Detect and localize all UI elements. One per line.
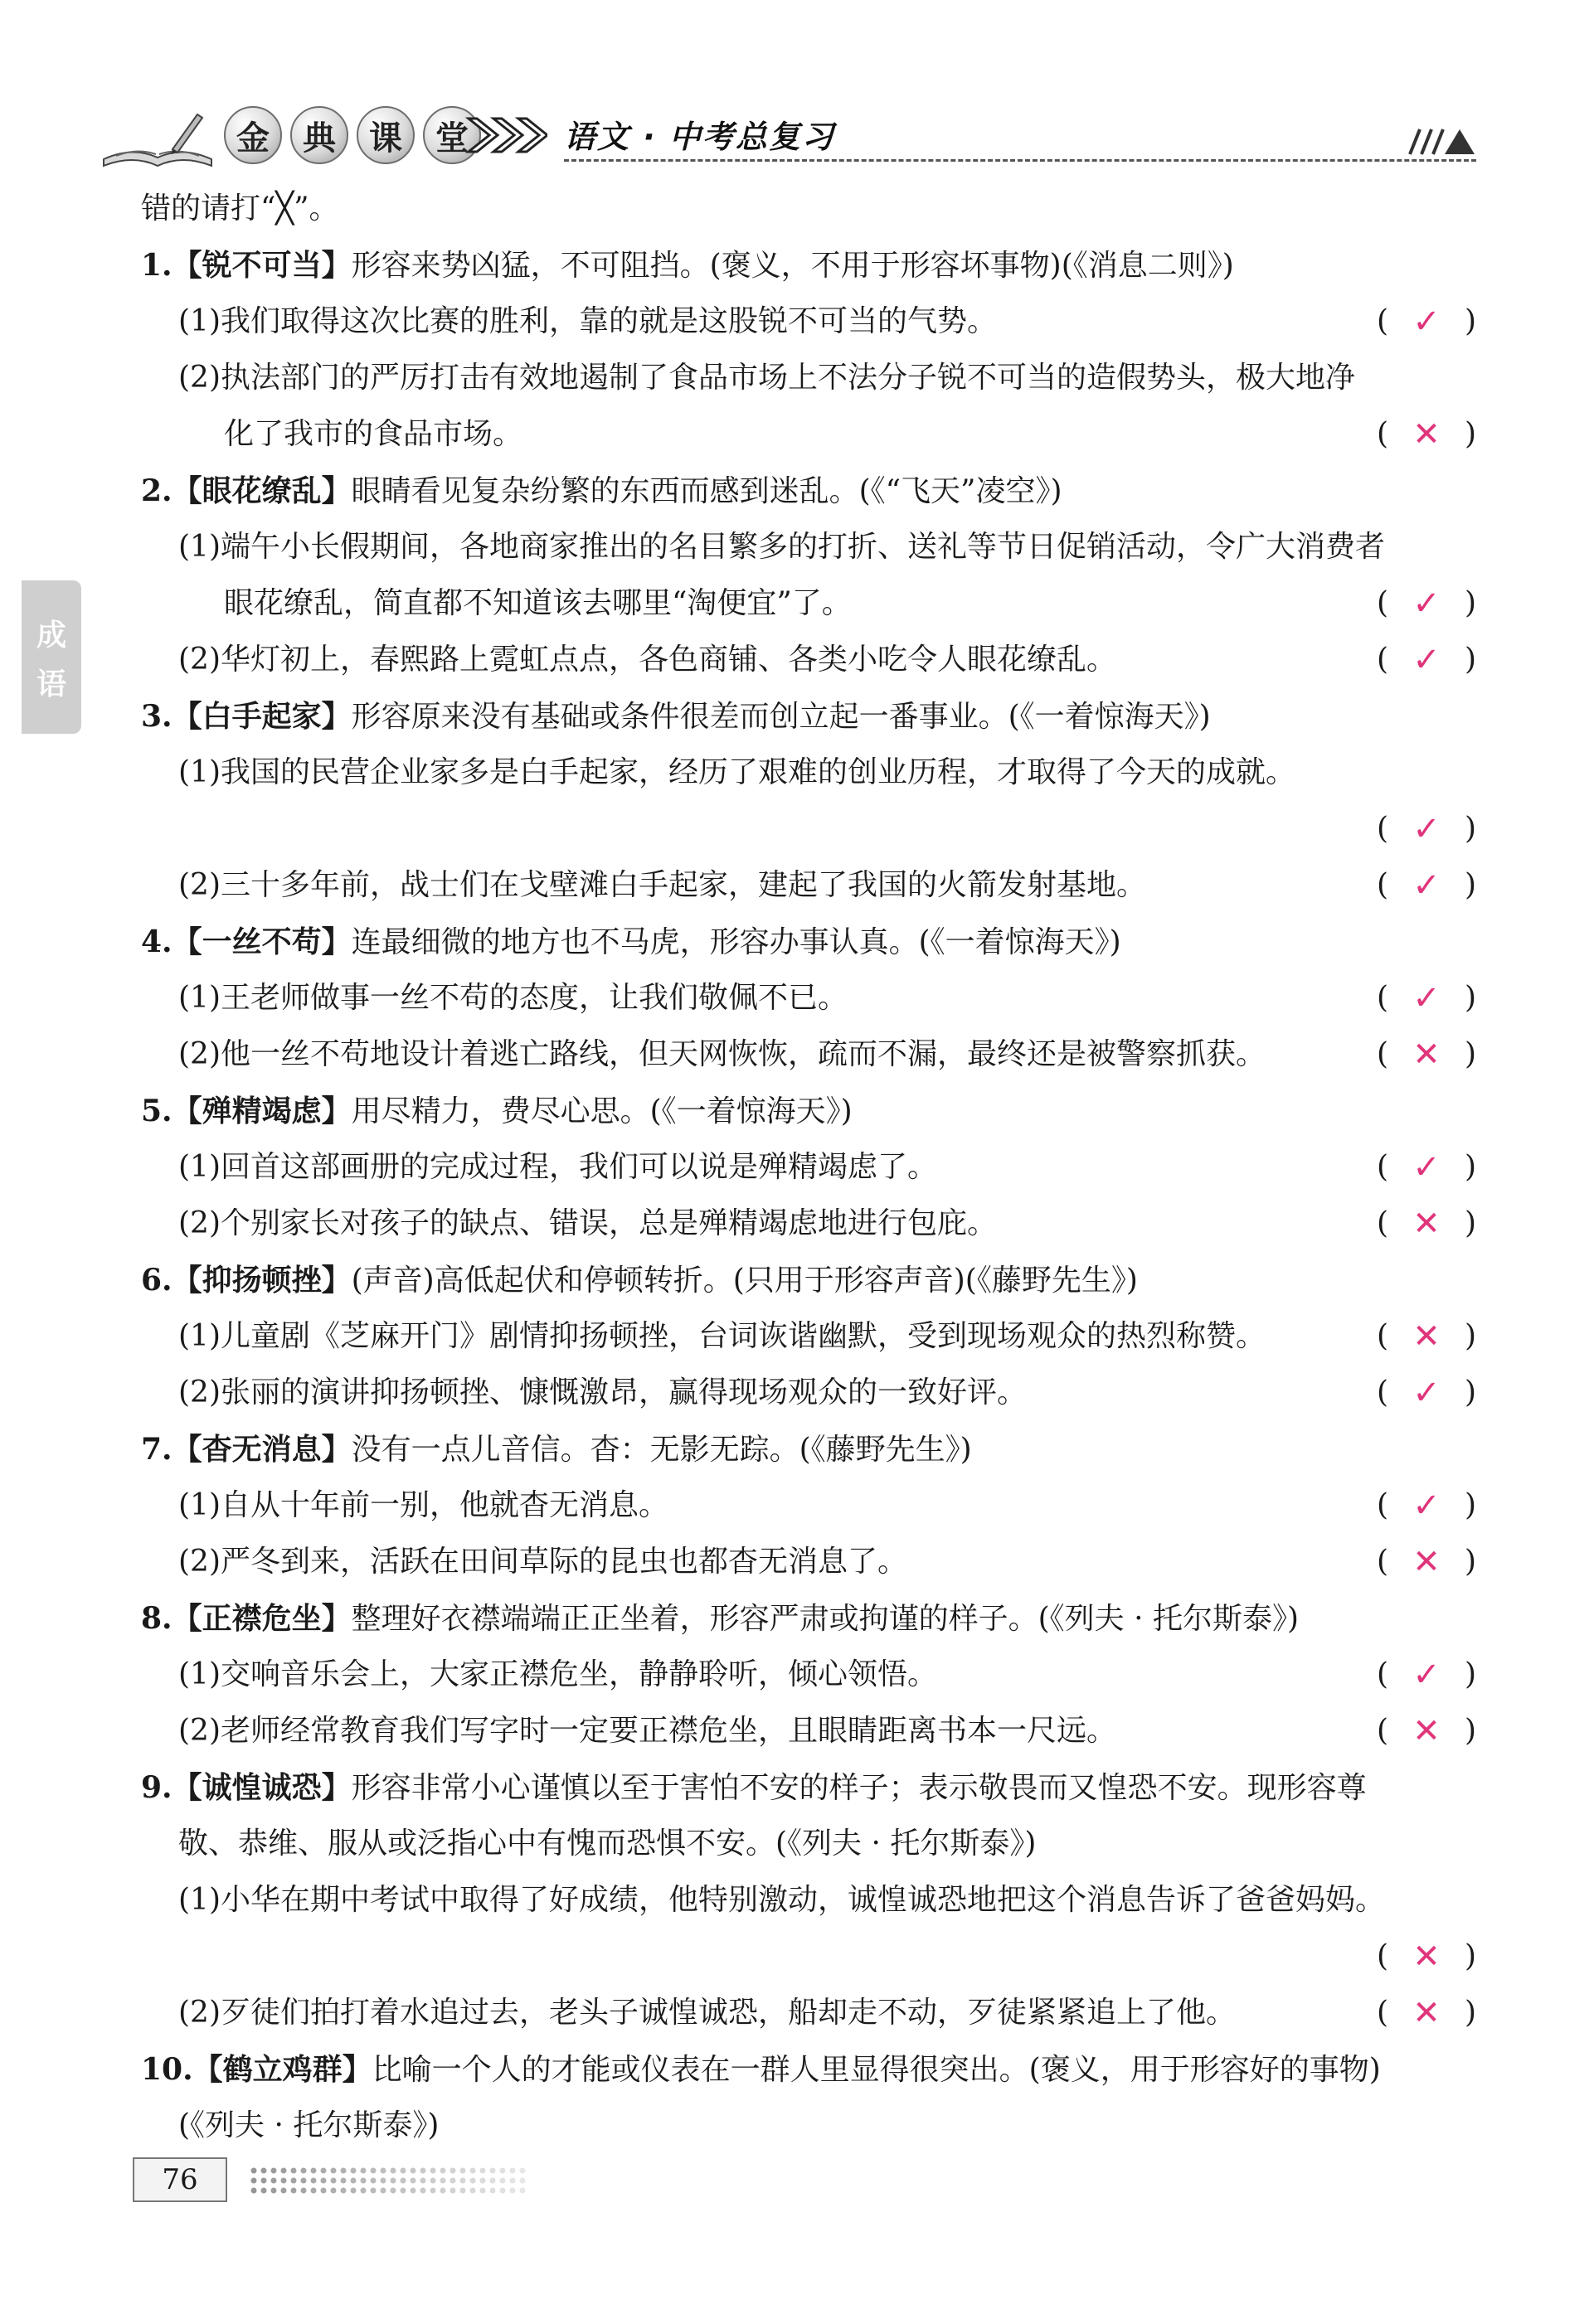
answer-cross-mark xyxy=(1377,1929,1476,1985)
side-tab-chengyu xyxy=(22,580,81,734)
line-text: 没有一点儿音信。杳：无影无踪。(《藤野先生》) xyxy=(351,1433,972,1467)
exercise-sentence xyxy=(141,632,1476,688)
answer-check-mark xyxy=(1377,1139,1476,1196)
paren-close: ) xyxy=(1464,1037,1476,1071)
paren-close: ) xyxy=(1464,1319,1476,1353)
cross-icon: ✕ xyxy=(1412,1938,1441,1976)
idiom-heading xyxy=(141,237,1476,294)
line-text: 用尽精力，费尽心思。(《一着惊海天》) xyxy=(351,1094,853,1128)
paren-close: ) xyxy=(1464,1545,1476,1579)
cross-icon: ✕ xyxy=(1412,1205,1441,1243)
exercise-sentence xyxy=(141,2098,1476,2154)
exercise-sentence xyxy=(141,1026,1476,1083)
answer-cross-mark xyxy=(1377,1308,1476,1365)
line-text: (1)王老师做事一丝不苟的态度，让我们敬佩不已。 xyxy=(178,981,848,1015)
instruction-text xyxy=(141,181,1476,237)
line-text: (1)我们取得这次比赛的胜利，靠的就是这股锐不可当的气势。 xyxy=(178,304,997,338)
idiom-term: 【眼花缭乱】 xyxy=(172,474,352,508)
paren-close: ) xyxy=(1464,868,1476,902)
answer-cross-mark xyxy=(1377,406,1476,463)
line-text: (1)自从十年前一别，他就杳无消息。 xyxy=(178,1488,668,1522)
line-text: 敬、恭维、服从或泛指心中有愧而恐惧不安。(《列夫 · 托尔斯泰》) xyxy=(178,1827,1037,1861)
item-number: 6. xyxy=(141,1263,173,1298)
answer-cross-mark xyxy=(1377,1985,1476,2041)
cross-icon: ✕ xyxy=(1412,1712,1441,1750)
page-header xyxy=(100,99,1476,174)
exercise-sentence xyxy=(141,1308,1476,1365)
item-number: 1. xyxy=(141,248,173,283)
paren-close: ) xyxy=(1464,586,1476,620)
answer-check-mark xyxy=(1377,294,1476,350)
paren-close: ) xyxy=(1464,417,1476,451)
paren-close: ) xyxy=(1464,643,1476,677)
paren-close: ) xyxy=(1464,1996,1476,2030)
idiom-term: 【杳无消息】 xyxy=(172,1433,352,1467)
exercise-sentence xyxy=(141,1196,1476,1252)
paren-open: ( xyxy=(1377,643,1389,677)
idiom-heading xyxy=(141,1759,1476,1816)
side-tab-char: 语 xyxy=(36,667,66,701)
brand-char: 典 xyxy=(290,106,348,164)
line-text: (《列夫 · 托尔斯泰》) xyxy=(178,2108,440,2142)
paren-close: ) xyxy=(1464,1714,1476,1748)
check-icon: ✓ xyxy=(1412,1487,1441,1525)
brand-char: 金 xyxy=(224,106,282,164)
slash-triangle-icon xyxy=(1402,124,1476,158)
exercise-sentence xyxy=(141,1365,1476,1421)
line-text: (2)严冬到来，活跃在田间草际的昆虫也都杳无消息了。 xyxy=(178,1545,907,1579)
line-text: 化了我市的食品市场。 xyxy=(224,417,523,451)
line-text: (2)他一丝不苟地设计着逃亡路线，但天网恢恢，疏而不漏，最终还是被警察抓获。 xyxy=(178,1037,1266,1071)
item-number: 8. xyxy=(141,1601,173,1636)
paren-open: ( xyxy=(1377,417,1389,451)
exercise-sentence xyxy=(141,1534,1476,1590)
page-number: 76 xyxy=(133,2157,227,2202)
check-icon: ✓ xyxy=(1412,866,1441,905)
check-icon: ✓ xyxy=(1412,641,1441,679)
double-chevron-right-icon xyxy=(464,114,547,156)
exercise-sentence xyxy=(141,294,1476,350)
dot-pattern xyxy=(249,2164,531,2197)
line-text: (1)交响音乐会上，大家正襟危坐，静静聆听，倾心领悟。 xyxy=(178,1657,937,1691)
paren-open: ( xyxy=(1377,1657,1389,1691)
paren-open: ( xyxy=(1377,1488,1389,1522)
line-text: (1)回首这部画册的完成过程，我们可以说是殚精竭虑了。 xyxy=(178,1150,937,1184)
paren-open: ( xyxy=(1377,868,1389,902)
paren-close: ) xyxy=(1464,1150,1476,1184)
idiom-term: 【鹤立鸡群】 xyxy=(192,2053,372,2087)
item-number: 2. xyxy=(141,473,173,508)
check-icon: ✓ xyxy=(1412,303,1441,341)
check-icon: ✓ xyxy=(1412,1656,1441,1694)
paren-open: ( xyxy=(1377,1939,1389,1973)
idiom-term: 【抑扬顿挫】 xyxy=(172,1264,352,1298)
exercise-sentence xyxy=(141,1703,1476,1759)
item-number: 5. xyxy=(141,1094,173,1128)
cross-icon: ✕ xyxy=(1412,1317,1441,1356)
header-title: 语文 · 中考总复习 xyxy=(564,119,835,155)
exercise-content xyxy=(141,181,1476,2154)
idiom-heading xyxy=(141,688,1476,745)
paren-close: ) xyxy=(1464,1939,1476,1973)
cross-icon: ✕ xyxy=(1412,1543,1441,1581)
exercise-sentence xyxy=(141,970,1476,1026)
exercise-sentence xyxy=(141,1816,1476,1872)
item-number: 3. xyxy=(141,699,173,734)
answer-cross-mark xyxy=(1377,1703,1476,1759)
brand-char: 堂 xyxy=(423,106,481,164)
exercise-sentence xyxy=(141,519,1476,575)
item-number: 7. xyxy=(141,1432,173,1467)
line-text: 形容来势凶猛，不可阻挡。(褒义，不用于形容坏事物)(《消息二则》) xyxy=(351,249,1234,283)
exercise-sentence xyxy=(141,1139,1476,1196)
answer-check-mark xyxy=(1377,970,1476,1026)
paren-open: ( xyxy=(1377,1375,1389,1409)
paren-open: ( xyxy=(1377,304,1389,338)
cross-icon: ✕ xyxy=(1412,1994,1441,2032)
answer-cross-mark xyxy=(1377,1196,1476,1252)
check-icon: ✓ xyxy=(1412,1374,1441,1412)
answer-check-mark xyxy=(1377,1647,1476,1703)
idiom-heading xyxy=(141,463,1476,519)
line-text: (2)华灯初上，春熙路上霓虹点点，各色商铺、各类小吃令人眼花缭乱。 xyxy=(178,643,1116,677)
line-text: (1)我国的民营企业家多是白手起家，经历了艰难的创业历程，才取得了今天的成就。 xyxy=(178,755,1295,789)
exercise-sentence xyxy=(141,350,1476,406)
line-text: 比喻一个人的才能或仪表在一群人里显得很突出。(褒义，用于形容好的事物) xyxy=(372,2053,1381,2087)
idiom-term: 【一丝不苟】 xyxy=(172,925,352,959)
paren-open: ( xyxy=(1377,1714,1389,1748)
answer-check-mark xyxy=(1377,1477,1476,1534)
answer-check-mark xyxy=(1377,801,1476,857)
line-text: 错的请打“╳”。 xyxy=(141,192,339,226)
idiom-term: 【锐不可当】 xyxy=(172,249,352,283)
line-text: 眼花缭乱，简直都不知道该去哪里“淘便宜”了。 xyxy=(224,586,852,620)
answer-check-mark xyxy=(1377,575,1476,632)
idiom-heading xyxy=(141,1590,1476,1647)
line-text: 整理好衣襟端端正正坐着，形容严肃或拘谨的样子。(《列夫 · 托尔斯泰》) xyxy=(351,1602,1300,1636)
exercise-sentence xyxy=(141,801,1476,857)
check-icon: ✓ xyxy=(1412,585,1441,623)
line-text: (2)执法部门的严厉打击有效地遏制了食品市场上不法分子锐不可当的造假势头，极大地净 xyxy=(178,361,1355,395)
exercise-sentence xyxy=(141,406,1476,463)
brand-logo xyxy=(224,106,481,164)
check-icon: ✓ xyxy=(1412,1148,1441,1186)
idiom-term: 【殚精竭虑】 xyxy=(172,1094,352,1128)
idiom-term: 【诚惶诚恐】 xyxy=(172,1771,352,1805)
cross-icon: ✕ xyxy=(1412,1036,1441,1074)
exercise-sentence xyxy=(141,1477,1476,1534)
exercise-sentence xyxy=(141,1647,1476,1703)
page-footer xyxy=(133,2157,547,2207)
line-text: (2)张丽的演讲抑扬顿挫、慷慨激昂，赢得现场观众的一致好评。 xyxy=(178,1375,1027,1409)
brand-char: 课 xyxy=(357,106,415,164)
answer-cross-mark xyxy=(1377,1026,1476,1083)
line-text: 形容非常小心谨慎以至于害怕不安的样子；表示敬畏而又惶恐不安。现形容尊 xyxy=(351,1771,1367,1805)
idiom-heading xyxy=(141,1252,1476,1308)
answer-cross-mark xyxy=(1377,1534,1476,1590)
idiom-heading xyxy=(141,2041,1476,2098)
check-icon: ✓ xyxy=(1412,810,1441,848)
cross-icon: ✕ xyxy=(1412,415,1441,454)
line-text: (2)三十多年前，战士们在戈壁滩白手起家，建起了我国的火箭发射基地。 xyxy=(178,868,1146,902)
paren-close: ) xyxy=(1464,1488,1476,1522)
check-icon: ✓ xyxy=(1412,979,1441,1017)
idiom-term: 【白手起家】 xyxy=(172,700,352,734)
paren-close: ) xyxy=(1464,1657,1476,1691)
idiom-heading xyxy=(141,914,1476,970)
line-text: (声音)高低起伏和停顿转折。(只用于形容声音)(《藤野先生》) xyxy=(351,1264,1138,1298)
header-dashed-rule xyxy=(564,159,1476,162)
paren-open: ( xyxy=(1377,812,1389,846)
paren-close: ) xyxy=(1464,812,1476,846)
open-book-pen-icon xyxy=(100,108,216,174)
line-text: (1)小华在期中考试中取得了好成绩，他特别激动，诚惶诚恐地把这个消息告诉了爸爸妈妈。 xyxy=(178,1883,1385,1917)
paren-open: ( xyxy=(1377,1037,1389,1071)
exercise-sentence xyxy=(141,575,1476,632)
answer-check-mark xyxy=(1377,632,1476,688)
idiom-heading xyxy=(141,1083,1476,1139)
paren-close: ) xyxy=(1464,1375,1476,1409)
line-text: (1)儿童剧《芝麻开门》剧情抑扬顿挫，台词诙谐幽默，受到现场观众的热烈称赞。 xyxy=(178,1319,1266,1353)
paren-close: ) xyxy=(1464,981,1476,1015)
exercise-sentence xyxy=(141,1985,1476,2041)
paren-close: ) xyxy=(1464,304,1476,338)
exercise-sentence xyxy=(141,1929,1476,1985)
item-number: 9. xyxy=(141,1770,173,1805)
line-text: (2)个别家长对孩子的缺点、错误，总是殚精竭虑地进行包庇。 xyxy=(178,1206,997,1240)
exercise-sentence xyxy=(141,1872,1476,1929)
answer-check-mark xyxy=(1377,857,1476,914)
paren-open: ( xyxy=(1377,1319,1389,1353)
item-number: 4. xyxy=(141,924,173,959)
idiom-term: 【正襟危坐】 xyxy=(172,1602,352,1636)
line-text: (2)老师经常教育我们写字时一定要正襟危坐，且眼睛距离书本一尺远。 xyxy=(178,1714,1116,1748)
paren-close: ) xyxy=(1464,1206,1476,1240)
exercise-sentence xyxy=(141,745,1476,801)
line-text: 眼睛看见复杂纷繁的东西而感到迷乱。(《“飞天”凌空》) xyxy=(351,474,1062,508)
paren-open: ( xyxy=(1377,1996,1389,2030)
paren-open: ( xyxy=(1377,1150,1389,1184)
paren-open: ( xyxy=(1377,981,1389,1015)
line-text: (2)歹徒们拍打着水追过去，老头子诚惶诚恐，船却走不动，歹徒紧紧追上了他。 xyxy=(178,1996,1236,2030)
exercise-sentence xyxy=(141,857,1476,914)
item-number: 10. xyxy=(141,2052,193,2087)
line-text: 连最细微的地方也不马虎，形容办事认真。(《一着惊海天》) xyxy=(351,925,1121,959)
side-tab-char: 成 xyxy=(36,618,66,653)
paren-open: ( xyxy=(1377,1206,1389,1240)
line-text: (1)端午小长假期间，各地商家推出的名目繁多的打折、送礼等节日促销活动，令广大消费者 xyxy=(178,530,1385,564)
paren-open: ( xyxy=(1377,586,1389,620)
paren-open: ( xyxy=(1377,1545,1389,1579)
answer-check-mark xyxy=(1377,1365,1476,1421)
line-text: 形容原来没有基础或条件很差而创立起一番事业。(《一着惊海天》) xyxy=(351,700,1211,734)
idiom-heading xyxy=(141,1421,1476,1477)
